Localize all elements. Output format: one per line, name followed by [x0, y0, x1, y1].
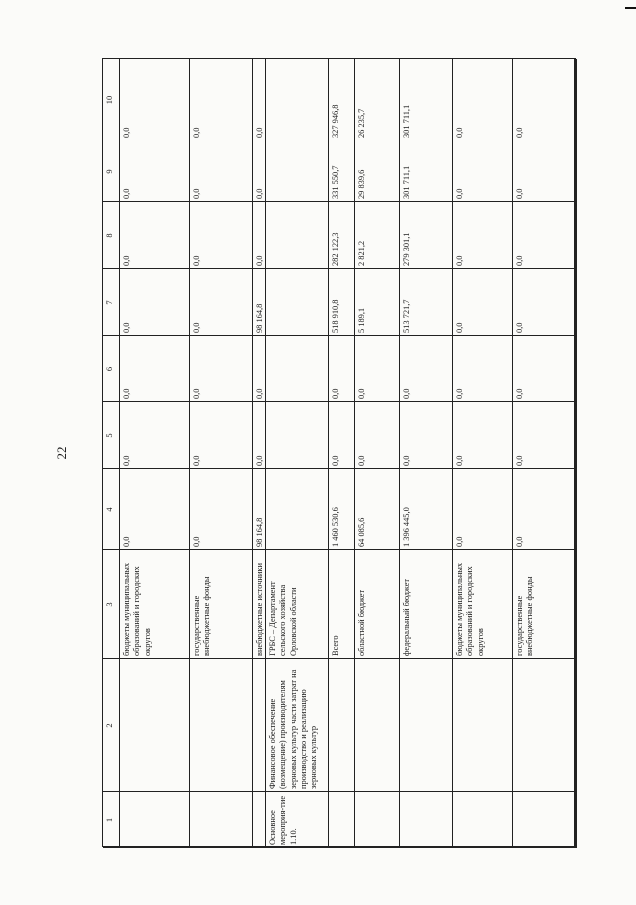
cell-r4-col-num — [329, 792, 355, 848]
cell-r7-col-y1-text: 0,0 — [455, 455, 464, 466]
page-number: 22 — [54, 446, 69, 460]
cell-r4-col-y3-text: 518 910,8 — [331, 299, 340, 333]
cell-r2-col-y3-text: 98 164,8 — [255, 303, 264, 333]
cell-r7-col-y3-text: 0,0 — [455, 322, 464, 333]
cell-r0-col-source — [120, 550, 190, 659]
cell-r8-col-y3 — [513, 269, 575, 336]
cell-r0-col-y2-text: 0,0 — [122, 388, 131, 399]
cell-r6-col-name-text — [400, 659, 453, 792]
cell-r7-col-num — [453, 792, 513, 848]
cell-r5-col-name — [355, 659, 400, 792]
cell-r5-col-y5 — [355, 141, 400, 202]
cell-r6-col-y2-text: 0,0 — [402, 388, 411, 399]
cell-r2-col-name — [253, 659, 266, 792]
cell-r3-col-source — [266, 550, 329, 659]
cell-r8-col-y1 — [513, 402, 575, 469]
cell-r2-col-num — [253, 792, 266, 848]
cell-r3-col-y6 — [266, 59, 329, 141]
cell-r3-col-y3 — [266, 269, 329, 336]
cell-r5-col-y3-text: 5 189,1 — [357, 307, 366, 333]
cell-r5-col-y4-text: 2 821,2 — [357, 240, 366, 266]
cell-r6-col-y4 — [400, 202, 453, 269]
header-col-y1-text: 5 — [105, 433, 114, 438]
header-col-y3-text: 7 — [105, 300, 114, 305]
cell-r8-col-y2-text: 0,0 — [515, 388, 524, 399]
cell-r5-col-source — [355, 550, 400, 659]
header-col-num — [103, 792, 120, 848]
cell-r8-col-name-text — [513, 659, 575, 792]
cell-r7-col-y4 — [453, 202, 513, 269]
cell-r3-col-num — [266, 792, 329, 848]
cell-r7-col-y6 — [453, 59, 513, 141]
header-col-source-text: 3 — [105, 602, 114, 607]
cell-r2-col-name-text — [253, 659, 266, 792]
cell-r7-col-y4-text: 0,0 — [455, 255, 464, 266]
cell-r6-col-y6 — [400, 59, 453, 141]
cell-r1-col-y6-text: 0,0 — [192, 127, 201, 138]
cell-r4-col-y6-text: 327 946,8 — [331, 104, 340, 138]
cell-r2-col-total-text: 98 164,8 — [255, 517, 264, 547]
cell-r6-col-y3 — [400, 269, 453, 336]
cell-r9-col-y1-text — [575, 402, 577, 469]
cell-r3-col-num-text: Основное мероприя-тие 1.10. — [268, 795, 298, 845]
cell-r1-col-total-text: 0,0 — [192, 536, 201, 547]
cell-r5-col-y3 — [355, 269, 400, 336]
cell-r3-col-name-text: Финансовое обеспечение (возмещение) производителям зерновых культур части затрат на производство и реализацию зерновых культур — [268, 669, 318, 789]
cell-r1-col-y3 — [190, 269, 253, 336]
budget-table — [102, 58, 576, 847]
cell-r0-col-y4-text: 0,0 — [122, 255, 131, 266]
header-col-source — [103, 550, 120, 659]
cell-r4-col-y4 — [329, 202, 355, 269]
cell-r3-col-y2-text — [266, 336, 329, 402]
cell-r3-col-y6-text — [266, 59, 329, 141]
cell-r5-col-name-text — [355, 659, 400, 792]
cell-r3-col-y2 — [266, 336, 329, 402]
cell-r4-col-source — [329, 550, 355, 659]
cell-r4-col-y1 — [329, 402, 355, 469]
cell-r9-col-y4 — [575, 202, 577, 269]
cell-r9-col-y3 — [575, 269, 577, 336]
cell-r9-col-y3-text — [575, 269, 577, 336]
cell-r0-col-y4 — [120, 202, 190, 269]
cell-r4-col-source-text: Всего — [331, 635, 340, 656]
cell-r8-col-num — [513, 792, 575, 848]
cell-r5-col-y6 — [355, 59, 400, 141]
header-col-y2 — [103, 336, 120, 402]
cell-r3-col-source-text: ГРБС – Департамент сельского хозяйства Орловской области — [268, 581, 298, 656]
cell-r9-col-source — [575, 550, 577, 659]
cell-r3-col-total — [266, 469, 329, 550]
cell-r1-col-y4 — [190, 202, 253, 269]
cell-r0-col-total-text: 0,0 — [122, 536, 131, 547]
cell-r9-col-y4-text — [575, 202, 577, 269]
cell-r5-col-y1-text: 0,0 — [357, 455, 366, 466]
header-col-name-text: 2 — [105, 723, 114, 728]
cell-r3-col-name — [266, 659, 329, 792]
cell-r5-col-y2 — [355, 336, 400, 402]
cell-r7-col-name — [453, 659, 513, 792]
cell-r9-col-name-text — [575, 659, 577, 792]
cell-r8-col-num-text — [513, 792, 575, 848]
cell-r0-col-y6 — [120, 59, 190, 141]
header-col-y4 — [103, 202, 120, 269]
header-col-total — [103, 469, 120, 550]
cell-r1-col-y1-text: 0,0 — [192, 455, 201, 466]
cell-r9-col-total-text — [575, 469, 577, 550]
cell-r1-col-num-text — [190, 792, 253, 848]
cell-r6-col-total — [400, 469, 453, 550]
cell-r3-col-y1-text — [266, 402, 329, 469]
cell-r4-col-total — [329, 469, 355, 550]
cell-r5-col-y6-text: 26 235,7 — [357, 108, 366, 138]
cell-r8-col-source-text: государственные внебюджетные фонды — [515, 576, 535, 656]
cell-r0-col-y1-text: 0,0 — [122, 455, 131, 466]
cell-r4-col-y6 — [329, 59, 355, 141]
cell-r8-col-y5-text: 0,0 — [515, 188, 524, 199]
cell-r6-col-y4-text: 279 301,1 — [402, 232, 411, 266]
cell-r8-col-y5 — [513, 141, 575, 202]
cell-r0-col-y2 — [120, 336, 190, 402]
cell-r4-col-y5 — [329, 141, 355, 202]
header-col-y6 — [103, 59, 120, 141]
cell-r3-col-y1 — [266, 402, 329, 469]
cell-r1-col-y4-text: 0,0 — [192, 255, 201, 266]
cell-r9-col-y5-text — [575, 141, 577, 202]
cell-r2-col-y4 — [253, 202, 266, 269]
cell-r8-col-y6 — [513, 59, 575, 141]
cell-r2-col-y3 — [253, 269, 266, 336]
cell-r1-col-y1 — [190, 402, 253, 469]
cell-r3-col-y4 — [266, 202, 329, 269]
cell-r6-col-num-text — [400, 792, 453, 848]
cell-r7-col-source — [453, 550, 513, 659]
cell-r6-col-source-text: федеральный бюджет — [402, 578, 411, 656]
cell-r3-col-total-text — [266, 469, 329, 550]
cell-r1-col-source-text: государственные внебюджетные фонды — [192, 576, 212, 656]
header-col-name — [103, 659, 120, 792]
cell-r7-col-y5 — [453, 141, 513, 202]
cell-r0-col-source-text: бюджеты муниципальных образований и городских округов — [122, 562, 152, 656]
cell-r0-col-num-text — [120, 792, 190, 848]
cell-r5-col-y5-text: 29 839,6 — [357, 169, 366, 199]
cell-r6-col-y6-text: 301 711,1 — [402, 104, 411, 138]
cell-r9-col-source-text — [575, 550, 577, 659]
cell-r2-col-y5-text: 0,0 — [255, 188, 264, 199]
cell-r5-col-source-text: областной бюджет — [357, 589, 366, 656]
cell-r9-col-y1 — [575, 402, 577, 469]
cell-r5-col-y4 — [355, 202, 400, 269]
cell-r8-col-total — [513, 469, 575, 550]
cell-r0-col-num — [120, 792, 190, 848]
cell-r8-col-y4-text: 0,0 — [515, 255, 524, 266]
header-col-y6-text: 10 — [105, 95, 114, 105]
cell-r0-col-total — [120, 469, 190, 550]
cell-r3-col-y5 — [266, 141, 329, 202]
cell-r8-col-y2 — [513, 336, 575, 402]
cell-r2-col-y2 — [253, 336, 266, 402]
cell-r0-col-y5-text: 0,0 — [122, 188, 131, 199]
cell-r8-col-y4 — [513, 202, 575, 269]
cell-r1-col-name — [190, 659, 253, 792]
corner-mark — [625, 7, 636, 9]
cell-r7-col-y3 — [453, 269, 513, 336]
cell-r6-col-y2 — [400, 336, 453, 402]
cell-r2-col-y6-text: 0,0 — [255, 127, 264, 138]
header-col-y2-text: 6 — [105, 366, 114, 372]
cell-r1-col-y5 — [190, 141, 253, 202]
cell-r1-col-source — [190, 550, 253, 659]
cell-r2-col-y6 — [253, 59, 266, 141]
cell-r9-col-num-text — [575, 792, 577, 848]
cell-r4-col-y4-text: 282 122,3 — [331, 232, 340, 266]
cell-r7-col-total-text: 0,0 — [455, 536, 464, 547]
cell-r2-col-y1-text: 0,0 — [255, 455, 264, 466]
cell-r1-col-y2-text: 0,0 — [192, 388, 201, 399]
cell-r6-col-y5-text: 301 711,1 — [402, 165, 411, 199]
cell-r4-col-y1-text: 0,0 — [331, 455, 340, 466]
cell-r7-col-name-text — [453, 659, 513, 792]
cell-r4-col-name-text — [329, 659, 355, 792]
cell-r4-col-num-text — [329, 792, 355, 848]
cell-r2-col-y5 — [253, 141, 266, 202]
header-col-total-text: 4 — [105, 507, 114, 512]
cell-r2-col-y4-text: 0,0 — [255, 255, 264, 266]
cell-r4-col-y3 — [329, 269, 355, 336]
cell-r7-col-y1 — [453, 402, 513, 469]
cell-r4-col-name — [329, 659, 355, 792]
cell-r7-col-total — [453, 469, 513, 550]
cell-r9-col-total — [575, 469, 577, 550]
cell-r9-col-num — [575, 792, 577, 848]
cell-r7-col-num-text — [453, 792, 513, 848]
cell-r1-col-y6 — [190, 59, 253, 141]
cell-r9-col-y2 — [575, 336, 577, 402]
cell-r0-col-y1 — [120, 402, 190, 469]
cell-r5-col-num-text — [355, 792, 400, 848]
cell-r4-col-y2-text: 0,0 — [331, 388, 340, 399]
cell-r2-col-source-text: внебюджетные источники — [255, 563, 264, 656]
header-col-y5-text: 9 — [105, 169, 114, 174]
cell-r0-col-y6-text: 0,0 — [122, 127, 131, 138]
cell-r6-col-name — [400, 659, 453, 792]
cell-r7-col-y5-text: 0,0 — [455, 188, 464, 199]
cell-r8-col-source — [513, 550, 575, 659]
cell-r1-col-y2 — [190, 336, 253, 402]
cell-r5-col-total — [355, 469, 400, 550]
header-col-y1 — [103, 402, 120, 469]
cell-r6-col-y5 — [400, 141, 453, 202]
cell-r7-col-y2 — [453, 336, 513, 402]
cell-r8-col-total-text: 0,0 — [515, 536, 524, 547]
cell-r4-col-total-text: 1 460 530,6 — [331, 507, 340, 547]
header-col-y5 — [103, 141, 120, 202]
cell-r2-col-source — [253, 550, 266, 659]
cell-r9-col-y6 — [575, 59, 577, 141]
cell-r2-col-num-text — [253, 792, 266, 848]
cell-r6-col-y1 — [400, 402, 453, 469]
header-col-y3 — [103, 269, 120, 336]
cell-r1-col-y5-text: 0,0 — [192, 188, 201, 199]
cell-r7-col-y2-text: 0,0 — [455, 388, 464, 399]
cell-r5-col-y1 — [355, 402, 400, 469]
cell-r1-col-name-text — [190, 659, 253, 792]
cell-r1-col-num — [190, 792, 253, 848]
cell-r4-col-y2 — [329, 336, 355, 402]
cell-r5-col-num — [355, 792, 400, 848]
cell-r9-col-y6-text — [575, 59, 577, 141]
cell-r0-col-y5 — [120, 141, 190, 202]
cell-r6-col-num — [400, 792, 453, 848]
cell-r9-col-name — [575, 659, 577, 792]
cell-r3-col-y4-text — [266, 202, 329, 269]
cell-r0-col-y3-text: 0,0 — [122, 322, 131, 333]
cell-r2-col-total — [253, 469, 266, 550]
cell-r3-col-y3-text — [266, 269, 329, 336]
cell-r6-col-y3-text: 513 721,7 — [402, 299, 411, 333]
cell-r6-col-total-text: 1 396 445,0 — [402, 507, 411, 547]
cell-r6-col-y1-text: 0,0 — [402, 455, 411, 466]
cell-r3-col-y5-text — [266, 141, 329, 202]
header-col-y4-text: 8 — [105, 233, 114, 238]
cell-r8-col-name — [513, 659, 575, 792]
cell-r1-col-total — [190, 469, 253, 550]
cell-r8-col-y1-text: 0,0 — [515, 455, 524, 466]
cell-r6-col-source — [400, 550, 453, 659]
cell-r7-col-source-text: бюджеты муниципальных образований и городских округов — [455, 562, 485, 656]
cell-r5-col-total-text: 64 085,6 — [357, 517, 366, 547]
cell-r0-col-name — [120, 659, 190, 792]
cell-r0-col-y3 — [120, 269, 190, 336]
cell-r7-col-y6-text: 0,0 — [455, 127, 464, 138]
cell-r9-col-y5 — [575, 141, 577, 202]
cell-r1-col-y3-text: 0,0 — [192, 322, 201, 333]
header-col-num-text: 1 — [105, 817, 114, 823]
cell-r2-col-y2-text: 0,0 — [255, 388, 264, 399]
cell-r8-col-y3-text: 0,0 — [515, 322, 524, 333]
cell-r5-col-y2-text: 0,0 — [357, 388, 366, 399]
cell-r0-col-name-text — [120, 659, 190, 792]
cell-r4-col-y5-text: 331 550,7 — [331, 165, 340, 199]
cell-r8-col-y6-text: 0,0 — [515, 127, 524, 138]
cell-r9-col-y2-text — [575, 336, 577, 402]
cell-r2-col-y1 — [253, 402, 266, 469]
